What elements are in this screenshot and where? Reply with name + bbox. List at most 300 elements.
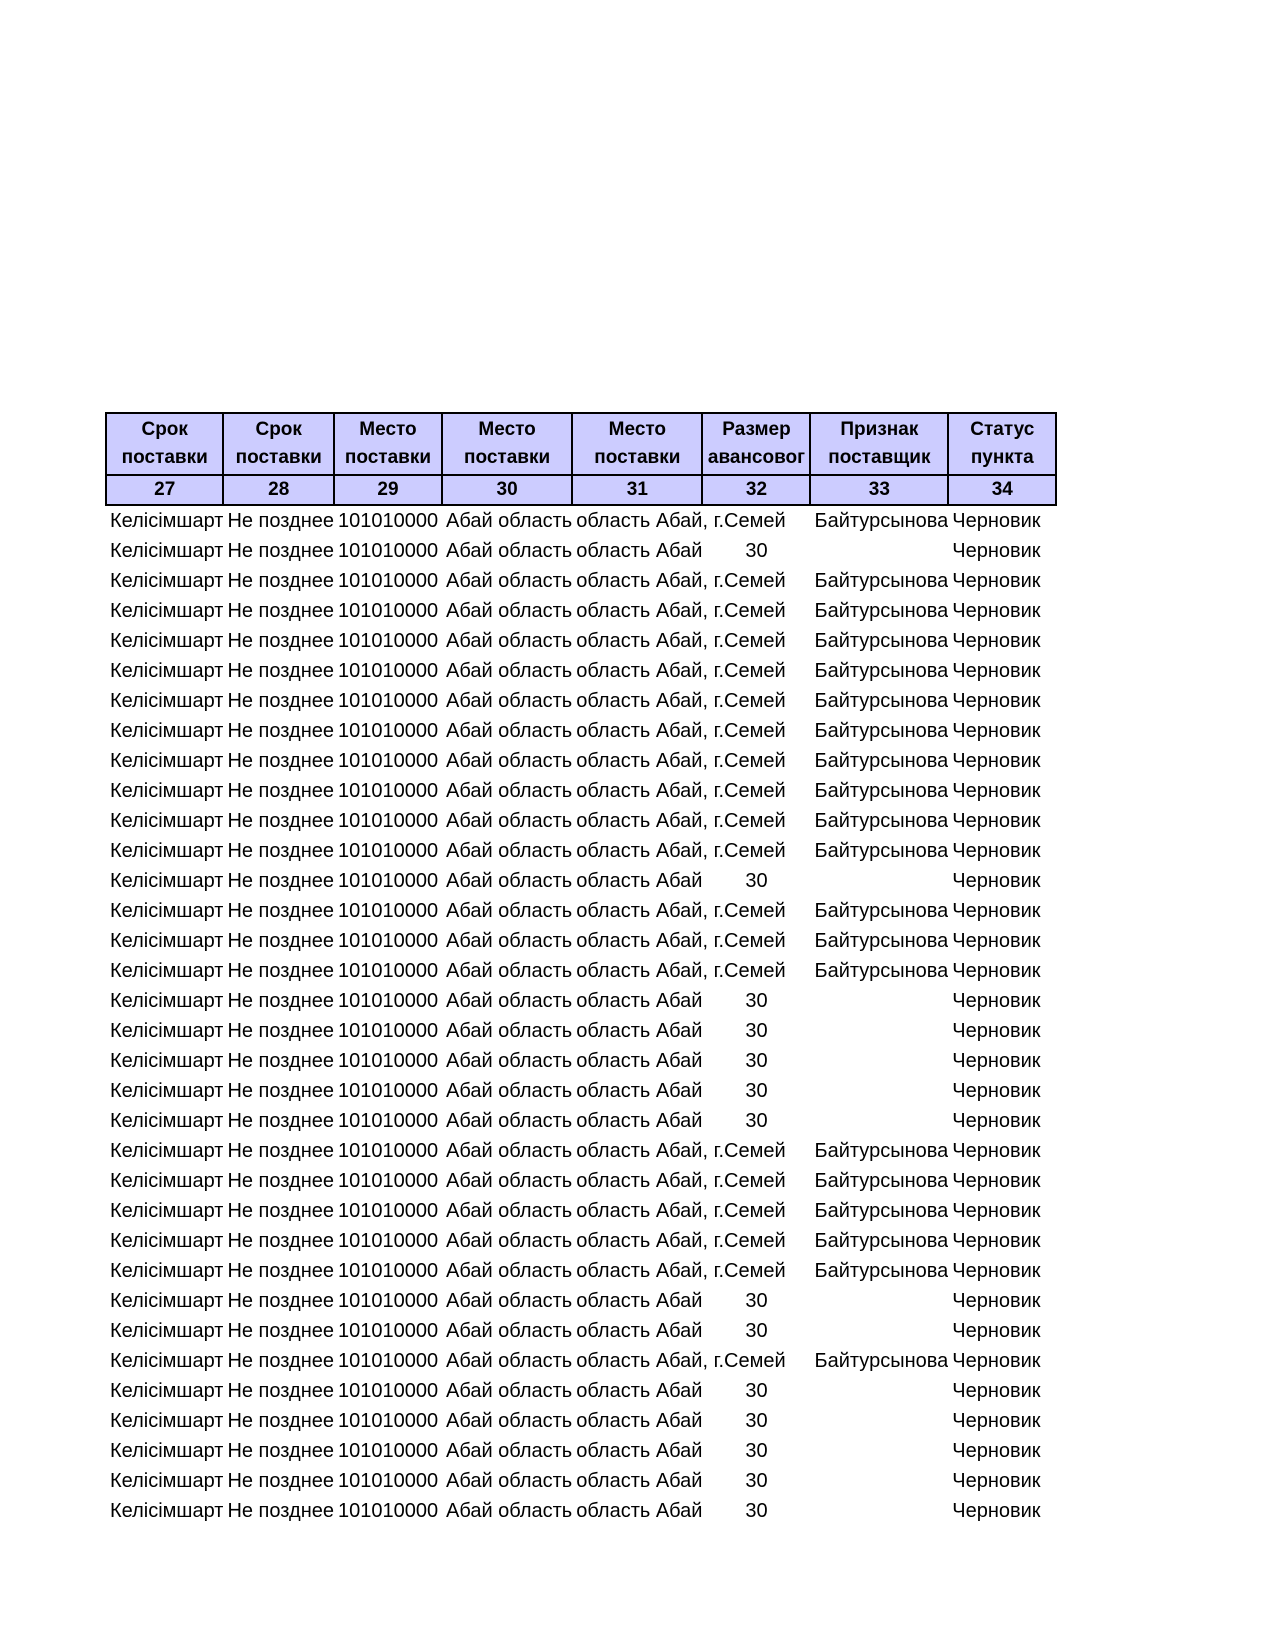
table-cell: Абай область <box>445 750 573 772</box>
table-cell: область Абай <box>576 1050 703 1072</box>
table-cell: 101010000 <box>337 600 439 622</box>
table-row <box>106 746 1056 776</box>
table-cell: Черновик <box>952 930 1041 952</box>
table-row <box>106 566 1056 596</box>
table-cell: Абай область <box>445 960 573 982</box>
table-cell: Не позднее <box>227 1320 334 1342</box>
table-cell: область Абай, г.Семей <box>576 900 786 922</box>
column-header-28 <box>223 413 334 475</box>
column-header-label-line: Срок <box>141 419 188 440</box>
table-cell: Байтурсынова <box>814 600 949 622</box>
table-row <box>106 626 1056 656</box>
table-cell: Келісімшарт <box>110 900 224 922</box>
table-cell: Абай область <box>445 1200 573 1222</box>
table-row <box>106 836 1056 866</box>
table-cell: область Абай <box>576 1500 703 1522</box>
table-cell: 30 <box>745 870 768 892</box>
table-cell: Абай область <box>445 930 573 952</box>
table-cell: 101010000 <box>337 900 439 922</box>
table-cell: Черновик <box>952 1050 1041 1072</box>
column-header-label-line: Место <box>478 419 536 440</box>
table-cell: Байтурсынова <box>814 840 949 862</box>
table-cell: Не позднее <box>227 1080 334 1102</box>
table-cell: Байтурсынова <box>814 1350 949 1372</box>
table-cell: 101010000 <box>337 990 439 1012</box>
column-number: 30 <box>442 475 572 505</box>
table-cell: 101010000 <box>337 540 439 562</box>
table-cell: 101010000 <box>337 660 439 682</box>
column-header-label-line: поставки <box>464 447 551 468</box>
table-cell: Абай область <box>445 1350 573 1372</box>
table-cell: 30 <box>745 990 768 1012</box>
table-cell: Байтурсынова <box>814 1170 949 1192</box>
table-cell: область Абай <box>576 1410 703 1432</box>
table-cell: Келісімшарт <box>110 1230 224 1252</box>
table-cell: 101010000 <box>337 570 439 592</box>
table-cell: Не позднее <box>227 720 334 742</box>
table-cell: Не позднее <box>227 1290 334 1312</box>
table-cell <box>810 1316 948 1346</box>
table-cell: Келісімшарт <box>110 1080 224 1102</box>
table-cell: Келісімшарт <box>110 1500 224 1522</box>
table-cell: Абай область <box>445 1260 573 1282</box>
table-cell: Черновик <box>952 1080 1041 1102</box>
table-cell: область Абай <box>576 540 703 562</box>
table-cell: 101010000 <box>337 1170 439 1192</box>
table-cell: Келісімшарт <box>110 1350 224 1372</box>
table-cell: область Абай, г.Семей <box>576 840 786 862</box>
table-cell: Черновик <box>952 1260 1041 1282</box>
table-cell: Келісімшарт <box>110 960 224 982</box>
column-header-label-line: Место <box>608 419 667 440</box>
table-cell: Не позднее <box>227 1500 334 1522</box>
table-cell: Байтурсынова <box>814 1200 949 1222</box>
table-cell: Не позднее <box>227 1230 334 1252</box>
table-cell: Келісімшарт <box>110 1380 224 1402</box>
column-header-32 <box>702 413 810 475</box>
table-row <box>106 1406 1056 1436</box>
table-cell: Черновик <box>952 1440 1041 1462</box>
column-number: 34 <box>948 475 1056 505</box>
table-cell: Байтурсынова <box>814 570 949 592</box>
table-cell: Не позднее <box>227 1170 334 1192</box>
table-cell: Байтурсынова <box>814 900 949 922</box>
table-cell: Черновик <box>952 990 1041 1012</box>
table-cell <box>810 1496 948 1526</box>
column-header-33 <box>810 413 948 475</box>
table-cell: Абай область <box>445 1020 573 1042</box>
table-cell: 101010000 <box>337 1290 439 1312</box>
column-number: 31 <box>572 475 702 505</box>
table-cell: Не позднее <box>227 540 334 562</box>
table-cell: Келісімшарт <box>110 1200 224 1222</box>
table-cell: Не позднее <box>227 1050 334 1072</box>
table-cell: область Абай <box>576 990 703 1012</box>
table-cell: Черновик <box>952 720 1041 742</box>
table-cell <box>810 1406 948 1436</box>
table-cell: Черновик <box>952 630 1041 652</box>
column-header-label-line: Статус <box>970 419 1035 440</box>
table-cell: область Абай, г.Семей <box>576 510 786 532</box>
table-cell: Черновик <box>952 780 1041 802</box>
table-body <box>106 505 1056 1526</box>
table-row <box>106 1166 1056 1196</box>
table-row <box>106 806 1056 836</box>
table-cell: Абай область <box>445 1380 573 1402</box>
table-cell: Не позднее <box>227 930 334 952</box>
table-cell: область Абай, г.Семей <box>576 1140 786 1162</box>
table-cell: 101010000 <box>337 840 439 862</box>
table-cell: область Абай <box>576 1080 703 1102</box>
table-header <box>106 413 1056 505</box>
table-cell: 30 <box>745 1410 768 1432</box>
table-cell: Абай область <box>445 1080 573 1102</box>
table-row <box>106 1136 1056 1166</box>
table-cell: Байтурсынова <box>814 930 949 952</box>
table-cell: Черновик <box>952 690 1041 712</box>
column-number: 32 <box>702 475 810 505</box>
table-row <box>106 1286 1056 1316</box>
table-cell: Келісімшарт <box>110 660 224 682</box>
table-cell: Черновик <box>952 660 1041 682</box>
table-cell: Черновик <box>952 1290 1041 1312</box>
table-cell: Абай область <box>445 600 573 622</box>
table-cell: Черновик <box>952 810 1041 832</box>
table-cell: 101010000 <box>337 1050 439 1072</box>
table-row <box>106 686 1056 716</box>
column-header-label-line: Срок <box>255 419 302 440</box>
table-cell: Келісімшарт <box>110 750 224 772</box>
table-cell: Байтурсынова <box>814 750 949 772</box>
table-cell: 101010000 <box>337 780 439 802</box>
table-cell: Келісімшарт <box>110 720 224 742</box>
column-header-34 <box>948 413 1056 475</box>
table-cell: область Абай, г.Семей <box>576 720 786 742</box>
table-row <box>106 1466 1056 1496</box>
table-cell: Абай область <box>445 1050 573 1072</box>
table-cell: 101010000 <box>337 1230 439 1252</box>
table-cell: Абай область <box>445 810 573 832</box>
table-cell: область Абай <box>576 1110 703 1132</box>
table-cell: Келісімшарт <box>110 780 224 802</box>
table-cell: Не позднее <box>227 570 334 592</box>
table-cell: Келісімшарт <box>110 1440 224 1462</box>
table-cell: 101010000 <box>337 1410 439 1432</box>
table-cell: Абай область <box>445 1320 573 1342</box>
table-cell: Не позднее <box>227 1260 334 1282</box>
table-row <box>106 1346 1056 1376</box>
table-cell: область Абай <box>576 1320 703 1342</box>
table-cell: Абай область <box>445 990 573 1012</box>
table-cell: Абай область <box>445 1440 573 1462</box>
table-cell: Абай область <box>445 1500 573 1522</box>
table-cell: Не позднее <box>227 1440 334 1462</box>
table-cell: Не позднее <box>227 780 334 802</box>
table-cell: 101010000 <box>337 810 439 832</box>
table-cell: Келісімшарт <box>110 570 224 592</box>
table-cell: Абай область <box>445 900 573 922</box>
column-header-27 <box>106 413 223 475</box>
table-cell: 101010000 <box>337 1260 439 1282</box>
table-cell: Черновик <box>952 570 1041 592</box>
table-cell: 101010000 <box>337 1350 439 1372</box>
table-cell: 101010000 <box>337 930 439 952</box>
table-cell: 101010000 <box>337 1470 439 1492</box>
table-cell: Черновик <box>952 840 1041 862</box>
table-cell: Не позднее <box>227 840 334 862</box>
table-cell: область Абай, г.Семей <box>576 630 786 652</box>
table-cell: Черновик <box>952 1170 1041 1192</box>
table-cell: Черновик <box>952 900 1041 922</box>
table-cell: 101010000 <box>337 750 439 772</box>
table-cell <box>810 986 948 1016</box>
table-row <box>106 926 1056 956</box>
table-cell: Абай область <box>445 540 573 562</box>
spreadsheet-table <box>105 412 1057 1526</box>
table-cell: Не позднее <box>227 1410 334 1432</box>
table-cell: Черновик <box>952 1320 1041 1342</box>
table-cell: 30 <box>745 1380 768 1402</box>
table-cell: Байтурсынова <box>814 510 949 532</box>
table-cell: 30 <box>745 1050 768 1072</box>
table-row <box>106 1316 1056 1346</box>
column-number: 33 <box>810 475 948 505</box>
table-cell: Черновик <box>952 1140 1041 1162</box>
table-cell: Келісімшарт <box>110 1320 224 1342</box>
table-cell: область Абай, г.Семей <box>576 1260 786 1282</box>
table-cell <box>810 1016 948 1046</box>
table-cell: Черновик <box>952 510 1041 532</box>
table-cell <box>810 1106 948 1136</box>
table-cell: Не позднее <box>227 810 334 832</box>
table-cell: Байтурсынова <box>814 660 949 682</box>
column-header-30 <box>442 413 572 475</box>
table-cell: Абай область <box>445 660 573 682</box>
table-cell: Не позднее <box>227 1350 334 1372</box>
table-cell <box>810 1286 948 1316</box>
table-cell: Абай область <box>445 1410 573 1432</box>
table-cell: Абай область <box>445 690 573 712</box>
table-cell: область Абай, г.Семей <box>576 660 786 682</box>
table-cell: Не позднее <box>227 1140 334 1162</box>
table-cell: Не позднее <box>227 960 334 982</box>
table-cell: область Абай, г.Семей <box>576 690 786 712</box>
table-row <box>106 1106 1056 1136</box>
table-row <box>106 505 1056 536</box>
table-cell: Абай область <box>445 1230 573 1252</box>
table-cell: 101010000 <box>337 1200 439 1222</box>
table-cell: Байтурсынова <box>814 1140 949 1162</box>
table-cell: область Абай <box>576 870 703 892</box>
header-label-row <box>106 413 1056 475</box>
table-cell: 101010000 <box>337 1080 439 1102</box>
column-header-label-line: поставки <box>235 447 322 468</box>
table-cell <box>810 1436 948 1466</box>
table-cell: область Абай, г.Семей <box>576 810 786 832</box>
table-cell: Не позднее <box>227 900 334 922</box>
table-row <box>106 1076 1056 1106</box>
column-header-label-line: Признак <box>840 419 919 440</box>
table-cell: 101010000 <box>337 1500 439 1522</box>
column-header-label-line: Размер <box>722 419 791 440</box>
column-header-label-line: поставки <box>594 447 681 468</box>
table-cell: Абай область <box>445 780 573 802</box>
table-cell: 30 <box>745 1470 768 1492</box>
table-cell: область Абай <box>576 1470 703 1492</box>
table-cell: область Абай, г.Семей <box>576 1230 786 1252</box>
table-cell: Байтурсынова <box>814 960 949 982</box>
table-cell: Абай область <box>445 1290 573 1312</box>
table-cell: 101010000 <box>337 720 439 742</box>
table-cell: Байтурсынова <box>814 810 949 832</box>
table-cell: Черновик <box>952 1020 1041 1042</box>
table-cell: Абай область <box>445 630 573 652</box>
table-cell: область Абай, г.Семей <box>576 570 786 592</box>
table-cell: Келісімшарт <box>110 1470 224 1492</box>
table-cell: Келісімшарт <box>110 630 224 652</box>
table-cell: 101010000 <box>337 960 439 982</box>
table-cell: 30 <box>745 1020 768 1042</box>
table-cell: Черновик <box>952 600 1041 622</box>
table-cell: Абай область <box>445 1110 573 1132</box>
table-row <box>106 1196 1056 1226</box>
table-cell <box>810 866 948 896</box>
column-header-label-line: поставки <box>344 447 432 468</box>
column-number: 27 <box>106 475 223 505</box>
table-cell: Келісімшарт <box>110 600 224 622</box>
table-cell: 30 <box>745 1320 768 1342</box>
table-cell: Не позднее <box>227 990 334 1012</box>
table-cell: 30 <box>745 1080 768 1102</box>
table-row <box>106 986 1056 1016</box>
table-cell: область Абай, г.Семей <box>576 750 786 772</box>
table-cell: Не позднее <box>227 1380 334 1402</box>
table-cell: Келісімшарт <box>110 810 224 832</box>
table-cell: Келісімшарт <box>110 1260 224 1282</box>
table-cell: область Абай <box>576 1440 703 1462</box>
table-cell: Байтурсынова <box>814 780 949 802</box>
table-cell: Черновик <box>952 1350 1041 1372</box>
table-cell: Черновик <box>952 870 1041 892</box>
table-row <box>106 1226 1056 1256</box>
table-cell: Черновик <box>952 540 1041 562</box>
table-cell: Черновик <box>952 1470 1041 1492</box>
table-cell: Байтурсынова <box>814 720 949 742</box>
table-cell: Не позднее <box>227 1110 334 1132</box>
column-header-31 <box>572 413 702 475</box>
table-cell: Не позднее <box>227 600 334 622</box>
table-cell: область Абай, г.Семей <box>576 780 786 802</box>
table-row <box>106 776 1056 806</box>
table-cell: 30 <box>745 1500 768 1522</box>
table-cell: Черновик <box>952 1380 1041 1402</box>
table-cell: Келісімшарт <box>110 1020 224 1042</box>
table-cell: Не позднее <box>227 750 334 772</box>
table-cell: Не позднее <box>227 690 334 712</box>
table-row <box>106 716 1056 746</box>
table-cell: 101010000 <box>337 1020 439 1042</box>
table-row <box>106 1496 1056 1526</box>
column-header-29 <box>334 413 442 475</box>
table-cell: 101010000 <box>337 870 439 892</box>
table-cell: Черновик <box>952 960 1041 982</box>
table-cell: 101010000 <box>337 1140 439 1162</box>
column-header-label-line: авансовог <box>707 447 806 468</box>
table-cell <box>810 1046 948 1076</box>
table-cell <box>810 1466 948 1496</box>
column-header-label-line: поставки <box>121 447 208 468</box>
table-row <box>106 1046 1056 1076</box>
table-cell: Келісімшарт <box>110 870 224 892</box>
table-cell: Байтурсынова <box>814 630 949 652</box>
table-cell: 30 <box>745 1290 768 1312</box>
table-cell: 101010000 <box>337 1110 439 1132</box>
table-row <box>106 896 1056 926</box>
table-cell: Байтурсынова <box>814 690 949 712</box>
table-cell: Не позднее <box>227 510 334 532</box>
header-number-row <box>106 475 1056 505</box>
table-cell: Черновик <box>952 1110 1041 1132</box>
column-number: 29 <box>334 475 442 505</box>
table-cell: Абай область <box>445 840 573 862</box>
table-cell: 30 <box>745 1440 768 1462</box>
table-cell: 101010000 <box>337 690 439 712</box>
table-cell: Келісімшарт <box>110 540 224 562</box>
table-cell: Байтурсынова <box>814 1230 949 1252</box>
column-header-label-line: поставщик <box>828 447 931 468</box>
table-cell: 30 <box>745 1110 768 1132</box>
table-cell: Черновик <box>952 1230 1041 1252</box>
table-cell: Келісімшарт <box>110 1290 224 1312</box>
table-cell <box>810 1076 948 1106</box>
column-header-label-line: пункта <box>970 447 1034 468</box>
table-cell: Абай область <box>445 870 573 892</box>
table-cell: Келісімшарт <box>110 930 224 952</box>
table-cell: Абай область <box>445 1170 573 1192</box>
column-number: 28 <box>223 475 334 505</box>
table-cell: Абай область <box>445 1140 573 1162</box>
table-cell: область Абай, г.Семей <box>576 1170 786 1192</box>
table-cell: Черновик <box>952 1500 1041 1522</box>
table-cell: Келісімшарт <box>110 990 224 1012</box>
table-cell: Абай область <box>445 1470 573 1492</box>
table-cell: Келісімшарт <box>110 840 224 862</box>
table-cell: область Абай, г.Семей <box>576 930 786 952</box>
table-cell: Не позднее <box>227 1020 334 1042</box>
table-cell: Келісімшарт <box>110 510 224 532</box>
table-cell: область Абай <box>576 1290 703 1312</box>
table-cell: область Абай, г.Семей <box>576 1200 786 1222</box>
table-cell: Не позднее <box>227 630 334 652</box>
table-cell <box>810 1376 948 1406</box>
table-cell: область Абай <box>576 1380 703 1402</box>
table-cell: 101010000 <box>337 1320 439 1342</box>
table-cell: Абай область <box>445 570 573 592</box>
table-row <box>106 596 1056 626</box>
table-cell: Келісімшарт <box>110 1410 224 1432</box>
table-cell: область Абай, г.Семей <box>576 960 786 982</box>
table-cell: Не позднее <box>227 1200 334 1222</box>
table-cell: Абай область <box>445 510 573 532</box>
table-row <box>106 1436 1056 1466</box>
table-cell: Черновик <box>952 750 1041 772</box>
table-cell: Черновик <box>952 1410 1041 1432</box>
table-row <box>106 956 1056 986</box>
table-cell: 101010000 <box>337 510 439 532</box>
table-cell: 30 <box>745 540 768 562</box>
table-cell: Келісімшарт <box>110 1050 224 1072</box>
table-cell: Черновик <box>952 1200 1041 1222</box>
